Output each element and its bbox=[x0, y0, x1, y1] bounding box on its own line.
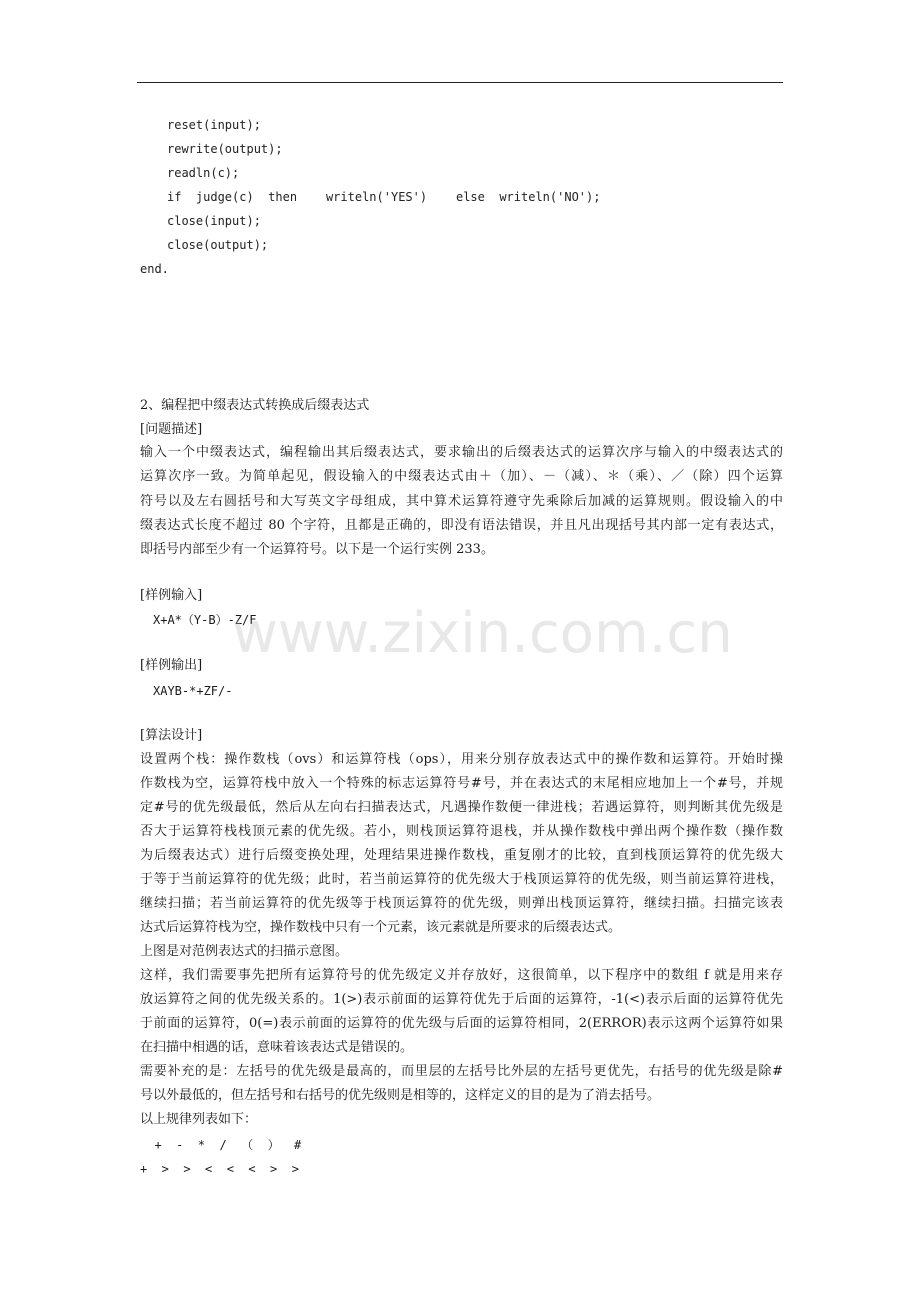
paragraph-line: 于等于当前运算符的优先级；此时，若当前运算符的优先级大于栈顶运算符的优先级，则当前运算符进栈， bbox=[140, 872, 783, 887]
sample-output-heading: [样例输出] bbox=[140, 658, 203, 673]
header-rule bbox=[137, 82, 783, 83]
paragraph-line: 定#号的优先级最低，然后从左向右扫描表达式，凡遇操作数便一律进栈；若遇运算符，则判断其优先级是 bbox=[140, 800, 783, 815]
code-line: reset(input); bbox=[167, 118, 261, 132]
paragraph-line: 缀表达式长度不超过 80 个字符，且都是正确的，即没有语法错误，并且凡出现括号其内部一定有表达式， bbox=[140, 518, 783, 533]
paragraph-line: 需要补充的是：左括号的优先级是最高的，而里层的左括号比外层的左括号更优先，右括号的优先级是除# bbox=[140, 1064, 783, 1079]
code-line: end. bbox=[140, 262, 169, 276]
problem-heading: [问题描述] bbox=[140, 422, 203, 437]
precedence-table-header: + - * / （ ） # bbox=[140, 1138, 302, 1152]
code-line: close(input); bbox=[167, 214, 261, 228]
sample-input-value: X+A*（Y-B）-Z/F bbox=[153, 613, 257, 627]
section-title: 2、编程把中缀表达式转换成后缀表达式 bbox=[140, 398, 370, 413]
scan-note: 上图是对范例表达式的扫描示意图。 bbox=[140, 944, 349, 959]
paragraph-line: 为后缀表达式）进行后缀变换处理，处理结果进操作数栈，重复刚才的比较，直到栈顶运算符的优先级大 bbox=[140, 848, 783, 863]
paragraph-line: 设置两个栈：操作数栈（ovs）和运算符栈（ops），用来分别存放表达式中的操作数和运算符。开始时操 bbox=[140, 752, 783, 767]
sample-input-heading: [样例输入] bbox=[140, 588, 203, 603]
paragraph-line: 继续扫描；若当前运算符的优先级等于栈顶运算符的优先级，则弹出栈顶运算符，继续扫描。扫描完该表 bbox=[140, 896, 783, 911]
paragraph-line: 运算次序一致。为简单起见，假设输入的中缀表达式由＋（加）、－（减）、＊（乘）、／（除）四个运算 bbox=[140, 469, 783, 484]
paragraph-line: 号以外最低的，但左括号和右括号的优先级则是相等的，这样定义的目的是为了消去括号。 bbox=[140, 1088, 661, 1103]
paragraph-line: 输入一个中缀表达式，编程输出其后缀表达式，要求输出的后缀表达式的运算次序与输入的中缀表达式的 bbox=[140, 445, 783, 460]
paragraph-line: 符号以及左右圆括号和大写英文字母组成，其中算术运算符遵守先乘除后加减的运算规则。假设输入的中 bbox=[140, 494, 783, 509]
algorithm-heading: [算法设计] bbox=[140, 728, 203, 743]
paragraph-line: 于前面的运算符，0(=)表示前面的运算符的优先级与后面的运算符相同，2(ERROR)表示这两个运算符如果 bbox=[140, 1016, 783, 1031]
paragraph-line: 作数栈为空，运算符栈中放入一个特殊的标志运算符号#号，并在表达式的末尾相应地加上一个#号，并规 bbox=[140, 776, 783, 791]
precedence-table-row: + > > < < < > > bbox=[140, 1162, 299, 1176]
paragraph-line: 否大于运算符栈栈顶元素的优先级。若小，则栈顶运算符退栈，并从操作数栈中弹出两个操作数（操作数 bbox=[140, 824, 783, 839]
code-line: if judge(c) then writeln('YES') else writeln('NO'); bbox=[167, 190, 601, 204]
paragraph-line: 放运算符之间的优先级关系的。1(>)表示前面的运算符优先于后面的运算符，-1(<)表示后面的运算符优先 bbox=[140, 992, 783, 1007]
paragraph-line: 达式后运算符栈为空，操作数栈中只有一个元素，该元素就是所要求的后缀表达式。 bbox=[140, 920, 622, 935]
sample-output-value: XAYB-*+ZF/- bbox=[153, 684, 233, 698]
code-line: readln(c); bbox=[167, 166, 240, 180]
table-intro: 以上规律列表如下： bbox=[140, 1112, 258, 1127]
paragraph-line: 这样，我们需要事先把所有运算符号的优先级定义并存放好，这很简单，以下程序中的数组 f 就是用来存 bbox=[140, 968, 783, 983]
paragraph-line: 在扫描中相遇的话，意味着该表达式是错误的。 bbox=[140, 1040, 414, 1055]
watermark: www.zixin.com.cn bbox=[232, 601, 733, 666]
code-line: close(output); bbox=[167, 238, 269, 252]
code-line: rewrite(output); bbox=[167, 142, 283, 156]
paragraph-line: 即括号内部至少有一个运算符号。以下是一个运行实例 233。 bbox=[140, 542, 494, 557]
